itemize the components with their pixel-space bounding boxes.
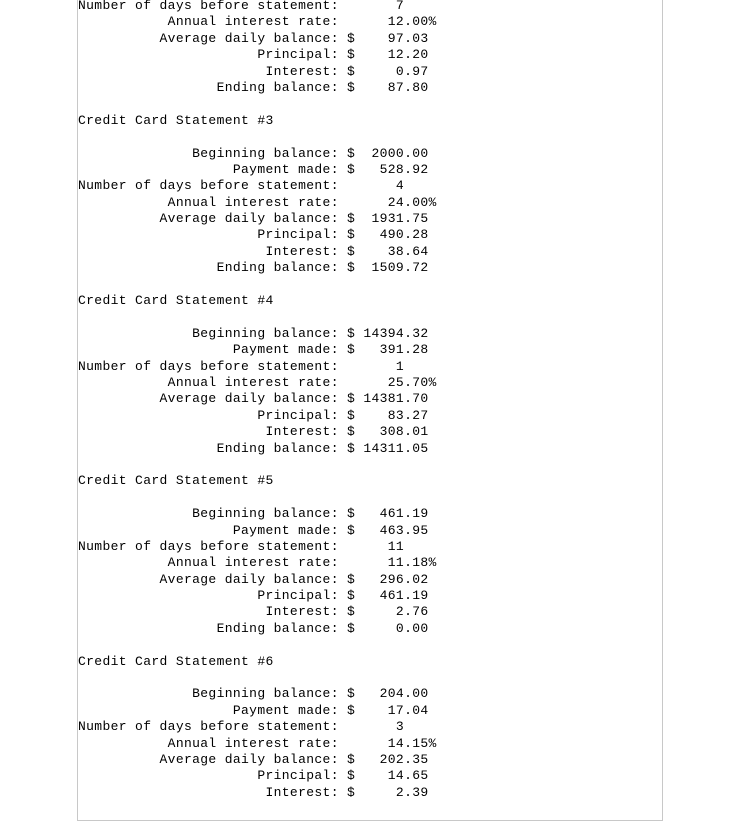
row-value: 4	[363, 178, 437, 194]
row-label: Average daily balance:	[78, 211, 339, 227]
statement-row	[78, 31, 662, 47]
blank-line	[78, 129, 662, 145]
row-value: 25.70%	[363, 374, 437, 390]
statement-row	[78, 211, 662, 227]
row-currency: $	[338, 391, 364, 407]
row-label: Average daily balance:	[78, 30, 339, 46]
row-label: Beginning balance:	[78, 506, 339, 522]
statement-row	[78, 506, 662, 522]
statement-row	[78, 227, 662, 243]
row-currency: $	[338, 342, 364, 358]
statement-row	[78, 768, 662, 784]
row-value: 24.00%	[363, 194, 437, 210]
row-currency: $	[338, 325, 364, 341]
row-currency: $	[338, 768, 364, 784]
row-value: 528.92	[363, 161, 437, 177]
row-currency	[339, 719, 363, 734]
row-currency: $	[338, 63, 364, 79]
row-currency	[339, 14, 363, 29]
row-currency: $	[338, 440, 364, 456]
row-currency: $	[338, 79, 364, 95]
statement-row	[78, 260, 662, 276]
statement-row	[78, 408, 662, 424]
row-value: 2.39	[363, 784, 437, 800]
statement-row	[78, 523, 662, 539]
row-value: 14394.32	[363, 325, 437, 341]
row-label: Annual interest rate:	[78, 194, 339, 210]
blank-line	[78, 309, 662, 325]
row-currency: $	[338, 522, 364, 538]
row-currency: $	[338, 571, 364, 587]
row-label: Ending balance:	[78, 440, 339, 456]
row-label: Payment made:	[78, 342, 339, 358]
row-currency: $	[338, 784, 364, 800]
row-currency: $	[338, 211, 364, 227]
row-label: Annual interest rate:	[78, 555, 339, 571]
row-value: 14.15%	[363, 735, 437, 751]
statement-row	[78, 64, 662, 80]
row-currency: $	[338, 227, 364, 243]
row-value: 83.27	[363, 407, 437, 423]
row-label: Annual interest rate:	[78, 14, 339, 30]
row-currency: $	[338, 702, 364, 718]
row-label: Beginning balance:	[78, 145, 339, 161]
row-label: Interest:	[78, 784, 339, 800]
row-value: 17.04	[363, 702, 437, 718]
statement-row	[78, 0, 662, 14]
statement-title: Credit Card Statement #4	[78, 293, 274, 309]
statement-row	[78, 604, 662, 620]
row-value: 308.01	[363, 424, 437, 440]
row-label: Average daily balance:	[78, 391, 339, 407]
statement-row	[78, 441, 662, 457]
statement-title: Credit Card Statement #5	[78, 473, 274, 489]
row-label: Interest:	[78, 243, 339, 259]
statement-row	[78, 719, 662, 735]
statement-row	[78, 572, 662, 588]
statement-row	[78, 342, 662, 358]
row-label: Average daily balance:	[78, 751, 339, 767]
row-currency: $	[338, 407, 364, 423]
statement-row	[78, 195, 662, 211]
statement-row	[78, 375, 662, 391]
row-value: 12.20	[363, 47, 437, 63]
row-value: 0.97	[363, 63, 437, 79]
row-label: Number of days before statement:	[78, 0, 339, 13]
row-label: Principal:	[78, 407, 339, 423]
row-currency: $	[338, 604, 364, 620]
row-value: 461.19	[363, 506, 437, 522]
row-label: Annual interest rate:	[78, 374, 339, 390]
row-currency	[339, 375, 363, 390]
row-value: 7	[363, 0, 437, 13]
row-label: Number of days before statement:	[78, 178, 339, 194]
row-label: Beginning balance:	[78, 325, 339, 341]
row-value: 1	[363, 358, 437, 374]
row-value: 461.19	[363, 588, 437, 604]
statement-row	[78, 621, 662, 637]
row-label: Principal:	[78, 768, 339, 784]
blank-line	[78, 277, 662, 293]
statement-title: Credit Card Statement #6	[78, 653, 274, 669]
row-label: Payment made:	[78, 161, 339, 177]
row-currency: $	[338, 588, 364, 604]
row-label: Ending balance:	[78, 260, 339, 276]
statement-row	[78, 539, 662, 555]
row-value: 97.03	[363, 30, 437, 46]
row-label: Payment made:	[78, 702, 339, 718]
row-currency	[339, 736, 363, 751]
row-currency: $	[338, 145, 364, 161]
statement-title: Credit Card Statement #3	[78, 112, 274, 128]
row-value: 3	[363, 719, 437, 735]
row-currency	[339, 539, 363, 554]
statement-row	[78, 785, 662, 801]
row-label: Number of days before statement:	[78, 538, 339, 554]
blank-line	[78, 637, 662, 653]
row-label: Interest:	[78, 63, 339, 79]
row-label: Annual interest rate:	[78, 735, 339, 751]
blank-line	[78, 670, 662, 686]
console-output-panel[interactable]	[77, 0, 663, 821]
row-value: 11	[363, 538, 437, 554]
statement-row	[78, 588, 662, 604]
statement-row	[78, 736, 662, 752]
row-currency: $	[338, 47, 364, 63]
row-value: 87.80	[363, 79, 437, 95]
row-label: Number of days before statement:	[78, 358, 339, 374]
statement-row	[78, 555, 662, 571]
row-value: 202.35	[363, 751, 437, 767]
row-value: 391.28	[363, 342, 437, 358]
row-currency	[339, 178, 363, 193]
row-currency	[339, 0, 363, 13]
statement-row	[78, 359, 662, 375]
row-value: 11.18%	[363, 555, 437, 571]
statement-row	[78, 703, 662, 719]
statement-row	[78, 326, 662, 342]
row-value: 2000.00	[363, 145, 437, 161]
statement-row	[78, 391, 662, 407]
row-value: 38.64	[363, 243, 437, 259]
row-currency: $	[338, 686, 364, 702]
row-label: Payment made:	[78, 522, 339, 538]
row-currency	[339, 359, 363, 374]
row-label: Interest:	[78, 604, 339, 620]
row-value: 1931.75	[363, 211, 437, 227]
row-value: 296.02	[363, 571, 437, 587]
row-currency: $	[338, 260, 364, 276]
statement-row	[78, 80, 662, 96]
blank-line	[78, 490, 662, 506]
statement-row	[78, 47, 662, 63]
blank-line	[78, 457, 662, 473]
row-value: 14311.05	[363, 440, 437, 456]
statement-row	[78, 178, 662, 194]
row-label: Number of days before statement:	[78, 719, 339, 735]
row-label: Interest:	[78, 424, 339, 440]
row-currency: $	[338, 506, 364, 522]
row-label: Principal:	[78, 227, 339, 243]
row-currency	[339, 195, 363, 210]
row-label: Principal:	[78, 588, 339, 604]
console-text	[78, 0, 662, 801]
row-value: 463.95	[363, 522, 437, 538]
statement-row	[78, 244, 662, 260]
row-value: 0.00	[363, 620, 437, 636]
statement-row	[78, 686, 662, 702]
row-value: 490.28	[363, 227, 437, 243]
row-currency: $	[338, 30, 364, 46]
row-value: 1509.72	[363, 260, 437, 276]
row-label: Principal:	[78, 47, 339, 63]
row-label: Average daily balance:	[78, 571, 339, 587]
blank-line	[78, 96, 662, 112]
statement-row	[78, 14, 662, 30]
statement-row	[78, 162, 662, 178]
statement-row	[78, 424, 662, 440]
row-label: Ending balance:	[78, 79, 339, 95]
row-currency: $	[338, 620, 364, 636]
row-value: 14.65	[363, 768, 437, 784]
row-value: 14381.70	[363, 391, 437, 407]
row-currency: $	[338, 161, 364, 177]
row-currency: $	[338, 243, 364, 259]
row-label: Beginning balance:	[78, 686, 339, 702]
row-value: 204.00	[363, 686, 437, 702]
statement-row	[78, 146, 662, 162]
statement-row	[78, 752, 662, 768]
row-currency: $	[338, 751, 364, 767]
row-currency: $	[338, 424, 364, 440]
row-value: 12.00%	[363, 14, 437, 30]
row-label: Ending balance:	[78, 620, 339, 636]
row-currency	[339, 555, 363, 570]
row-value: 2.76	[363, 604, 437, 620]
